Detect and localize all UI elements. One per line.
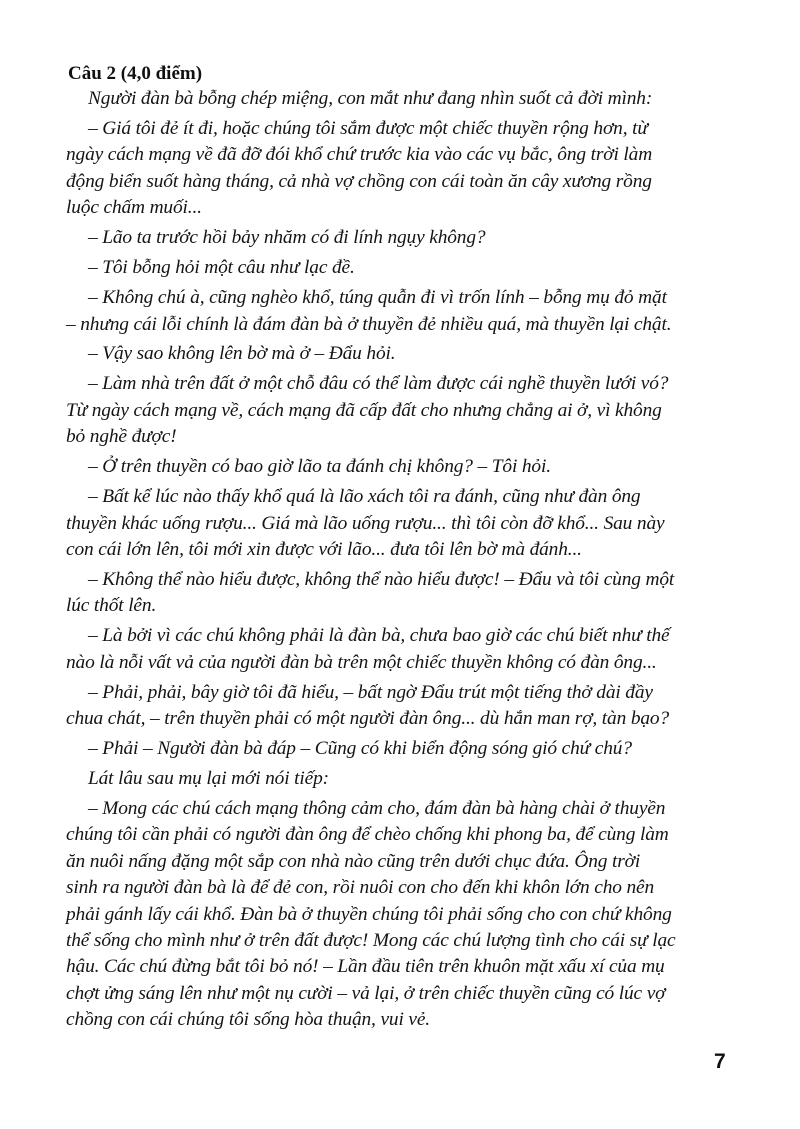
paragraph-line: lúc thốt lên. xyxy=(66,595,157,617)
paragraph-line: – Không chú à, cũng nghèo khổ, túng quẫn đi vì trốn lính – bỗng mụ đỏ mặt xyxy=(88,287,667,309)
paragraph-line: động biển suốt hàng tháng, cả nhà vợ chồng con cái toàn ăn cây xương rồng xyxy=(66,170,652,192)
page-number: 7 xyxy=(714,1050,726,1073)
paragraph-line: – Làm nhà trên đất ở một chỗ đâu có thể làm được cái nghề thuyền lưới vó? xyxy=(88,373,669,395)
paragraph-line: – Vậy sao không lên bờ mà ở – Đẩu hỏi. xyxy=(88,343,396,365)
question-heading: Câu 2 (4,0 điểm) xyxy=(68,63,203,84)
paragraph-line: – Giá tôi đẻ ít đi, hoặc chúng tôi sắm được một chiếc thuyền rộng hơn, từ xyxy=(88,117,648,139)
paragraph-5 xyxy=(66,285,736,338)
paragraph-line: – Phải – Người đàn bà đáp – Cũng có khi biển động sóng gió chứ chú? xyxy=(88,738,632,760)
paragraph-13 xyxy=(66,736,736,762)
paragraph-line: Lát lâu sau mụ lại mới nói tiếp: xyxy=(88,768,329,790)
paragraph-4 xyxy=(66,255,736,281)
paragraph-line: ngày cách mạng về đã đỡ đói khổ chứ trước kia vào các vụ bắc, ông trời làm xyxy=(66,144,653,166)
paragraph-line: luộc chấm muối... xyxy=(66,197,202,219)
paragraph-line: chúng tôi cần phải có người đàn ông để chèo chống khi phong ba, để cùng làm xyxy=(66,824,669,846)
paragraph-1 xyxy=(66,86,736,112)
paragraph-line: phải gánh lấy cái khổ. Đàn bà ở thuyền chúng tôi phải sống cho con chứ không xyxy=(66,903,672,925)
paragraph-9 xyxy=(66,484,736,563)
paragraph-8 xyxy=(66,454,736,480)
paragraph-line: – Không thể nào hiểu được, không thể nào hiểu được! – Đẩu và tôi cùng một xyxy=(88,568,675,590)
paragraph-line: thể sống cho mình như ở trên đất được! Mong các chú lượng tình cho cái sự lạc xyxy=(66,930,676,952)
paragraph-line: – Mong các chú cách mạng thông cảm cho, đám đàn bà hàng chài ở thuyền xyxy=(88,798,666,820)
paragraph-line: – Tôi bỗng hỏi một câu như lạc đề. xyxy=(88,257,355,279)
paragraph-line: ăn nuôi nấng đặng một sắp con nhà nào cũng trên dưới chục đứa. Ông trời xyxy=(66,850,641,872)
paragraph-3 xyxy=(66,225,736,251)
paragraph-line: nào là nỗi vất vả của người đàn bà trên một chiếc thuyền không có đàn ông... xyxy=(66,651,657,673)
paragraph-7 xyxy=(66,371,736,450)
paragraph-10 xyxy=(66,567,736,620)
paragraph-line: Người đàn bà bỗng chép miệng, con mắt như đang nhìn suốt cả đời mình: xyxy=(88,88,653,109)
paragraph-line: chợt ửng sáng lên như một nụ cười – vả lại, ở trên chiếc thuyền cũng có lúc vợ xyxy=(66,982,666,1004)
paragraph-line: – Bất kể lúc nào thấy khổ quá là lão xách tôi ra đánh, cũng như đàn ông xyxy=(88,486,641,508)
paragraph-line: – Lão ta trước hồi bảy nhăm có đi lính ngụy không? xyxy=(88,227,486,249)
paragraph-15 xyxy=(66,796,736,1034)
paragraph-line: hậu. Các chú đừng bắt tôi bỏ nó! – Lần đầu tiên trên khuôn mặt xấu xí của mụ xyxy=(66,956,665,978)
paragraph-14 xyxy=(66,766,736,792)
paragraph-line: thuyền khác uống rượu... Giá mà lão uống rượu... thì tôi còn đỡ khổ... Sau này xyxy=(66,512,665,534)
paragraph-2 xyxy=(66,116,736,222)
paragraph-12 xyxy=(66,680,736,733)
paragraph-line: – nhưng cái lỗi chính là đám đàn bà ở thuyền đẻ nhiều quá, mà thuyền lại chật. xyxy=(66,313,672,335)
paragraph-line: – Là bởi vì các chú không phải là đàn bà, chưa bao giờ các chú biết như thế xyxy=(88,625,670,647)
paragraph-line: Từ ngày cách mạng về, cách mạng đã cấp đất cho nhưng chẳng ai ở, vì không xyxy=(66,399,662,421)
paragraph-line: con cái lớn lên, tôi mới xin được với lão... đưa tôi lên bờ mà đánh... xyxy=(66,539,582,560)
paragraph-11 xyxy=(66,623,736,676)
paragraph-line: chua chát, – trên thuyền phải có một người đàn ông... dù hắn man rợ, tàn bạo? xyxy=(66,708,670,730)
paragraph-line: – Phải, phải, bây giờ tôi đã hiểu, – bất ngờ Đẩu trút một tiếng thở dài đầy xyxy=(88,681,653,703)
paragraph-6 xyxy=(66,341,736,367)
paragraph-line: – Ở trên thuyền có bao giờ lão ta đánh chị không? – Tôi hỏi. xyxy=(88,456,551,478)
paragraph-line: sinh ra người đàn bà là để đẻ con, rồi nuôi con cho đến khi khôn lớn cho nên xyxy=(66,877,655,899)
paragraph-line: chồng con cái chúng tôi sống hòa thuận, vui vẻ. xyxy=(66,1009,430,1031)
paragraph-line: bỏ nghề được! xyxy=(66,426,177,448)
passage-body xyxy=(66,86,736,1034)
